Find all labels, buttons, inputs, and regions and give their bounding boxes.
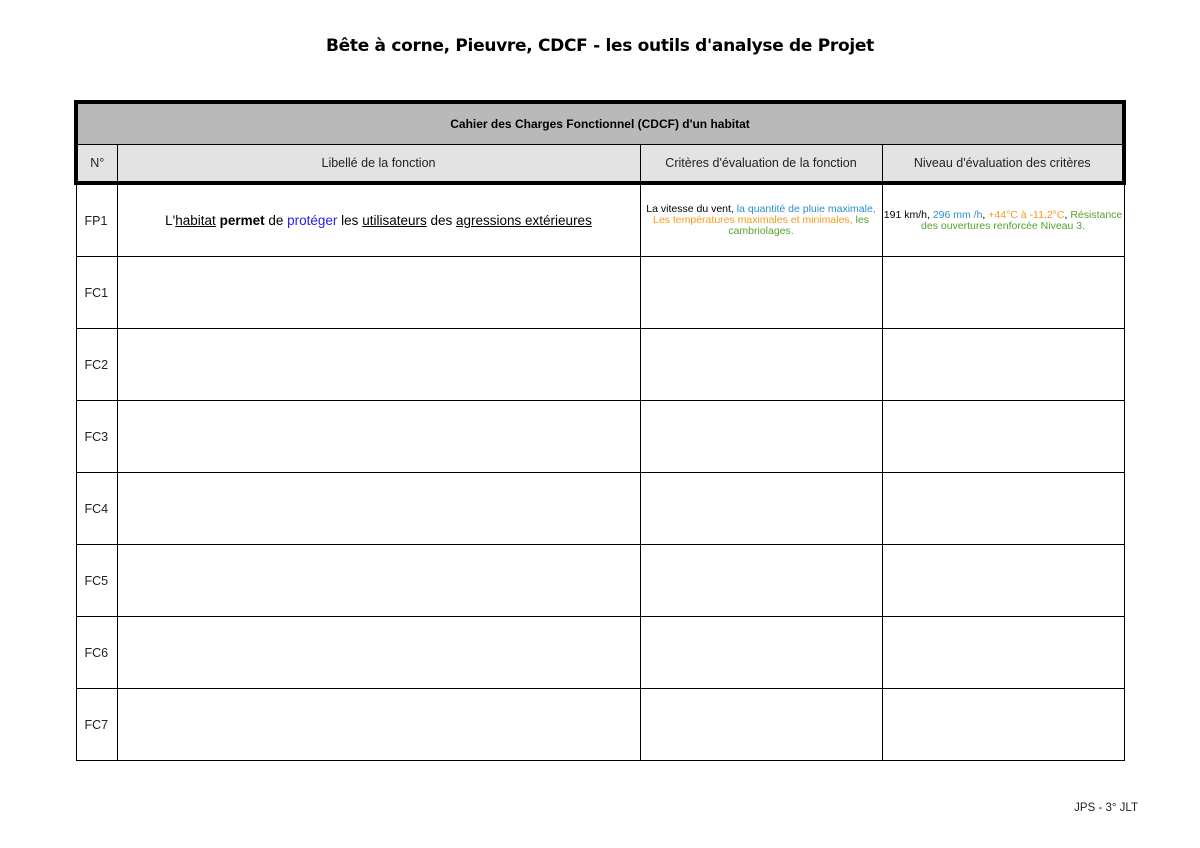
- column-header-criteria: Critères d'évaluation de la fonction: [640, 145, 882, 184]
- column-header-function-label: Libellé de la fonction: [117, 145, 640, 184]
- criterion-rain: la quantité de pluie maximale: [736, 203, 873, 215]
- table-row-fc4: [76, 473, 1124, 545]
- function-label-cell[interactable]: [117, 257, 640, 329]
- function-label-cell[interactable]: [117, 401, 640, 473]
- function-verb: permet: [219, 213, 265, 228]
- function-id-cell: FC4: [76, 473, 117, 545]
- level-separator: ,: [982, 208, 989, 221]
- function-id-cell: FP1: [76, 183, 117, 257]
- level-temperature: +44°C à -11,2°C: [988, 208, 1065, 221]
- function-text-part: les: [337, 213, 363, 228]
- criteria-cell[interactable]: [640, 689, 882, 761]
- level-cell[interactable]: [882, 183, 1124, 257]
- function-label-cell[interactable]: [117, 473, 640, 545]
- function-text-part: L': [165, 213, 176, 228]
- level-cell[interactable]: [882, 545, 1124, 617]
- table-header-row: [76, 145, 1124, 184]
- level-cell[interactable]: [882, 689, 1124, 761]
- function-label-cell[interactable]: [117, 183, 640, 257]
- criteria-cell[interactable]: [640, 329, 882, 401]
- criteria-cell[interactable]: [640, 183, 882, 257]
- criterion-burglary: les cambriolages.: [728, 214, 869, 237]
- table-row-fc5: [76, 545, 1124, 617]
- function-label-cell[interactable]: [117, 689, 640, 761]
- function-id-cell: FC5: [76, 545, 117, 617]
- level-cell[interactable]: [882, 473, 1124, 545]
- function-id-cell: FC1: [76, 257, 117, 329]
- function-label-cell[interactable]: [117, 617, 640, 689]
- cdcf-table: [74, 100, 1126, 761]
- function-action: protéger: [287, 213, 338, 228]
- level-cell[interactable]: [882, 401, 1124, 473]
- table-banner-row: [76, 102, 1124, 145]
- criterion-temperature: Les températures maximales et minimales: [653, 214, 850, 226]
- level-cell[interactable]: [882, 257, 1124, 329]
- table-banner: Cahier des Charges Fonctionnel (CDCF) d'un habitat: [76, 102, 1124, 145]
- function-subject: habitat: [175, 213, 216, 228]
- criterion-wind: La vitesse du vent,: [646, 203, 737, 215]
- criteria-cell[interactable]: [640, 257, 882, 329]
- level-rain: 296 mm /h: [932, 208, 983, 221]
- function-beneficiary: utilisateurs: [362, 213, 427, 228]
- function-label-cell[interactable]: [117, 545, 640, 617]
- column-header-number: N°: [76, 145, 117, 184]
- level-separator: ,: [1064, 208, 1071, 221]
- table-row-fc1: [76, 257, 1124, 329]
- table-row-fp1: [76, 183, 1124, 257]
- level-cell[interactable]: [882, 617, 1124, 689]
- criterion-separator: ,: [849, 214, 856, 226]
- function-text-part: de: [264, 213, 288, 228]
- function-text-part: des: [426, 213, 456, 228]
- function-id-cell: FC3: [76, 401, 117, 473]
- level-cell[interactable]: [882, 329, 1124, 401]
- table-row-fc2: [76, 329, 1124, 401]
- level-wind: 191 km/h,: [883, 208, 933, 221]
- function-id-cell: FC6: [76, 617, 117, 689]
- function-id-cell: FC7: [76, 689, 117, 761]
- table-row-fc6: [76, 617, 1124, 689]
- function-object: agressions extérieures: [456, 213, 592, 228]
- function-label-cell[interactable]: [117, 329, 640, 401]
- footer-credit: JPS - 3° JLT: [1074, 802, 1138, 814]
- criteria-cell[interactable]: [640, 401, 882, 473]
- column-header-level: Niveau d'évaluation des critères: [882, 145, 1124, 184]
- page-title: Bête à corne, Pieuvre, CDCF - les outils d'analyse de Projet: [326, 36, 874, 56]
- criteria-cell[interactable]: [640, 473, 882, 545]
- table-row-fc3: [76, 401, 1124, 473]
- table-row-fc7: [76, 689, 1124, 761]
- function-id-cell: FC2: [76, 329, 117, 401]
- level-burglary: Résistance des ouvertures renforcée Niveau 3.: [921, 208, 1123, 232]
- criterion-separator: ,: [872, 203, 876, 215]
- criteria-cell[interactable]: [640, 545, 882, 617]
- criteria-cell[interactable]: [640, 617, 882, 689]
